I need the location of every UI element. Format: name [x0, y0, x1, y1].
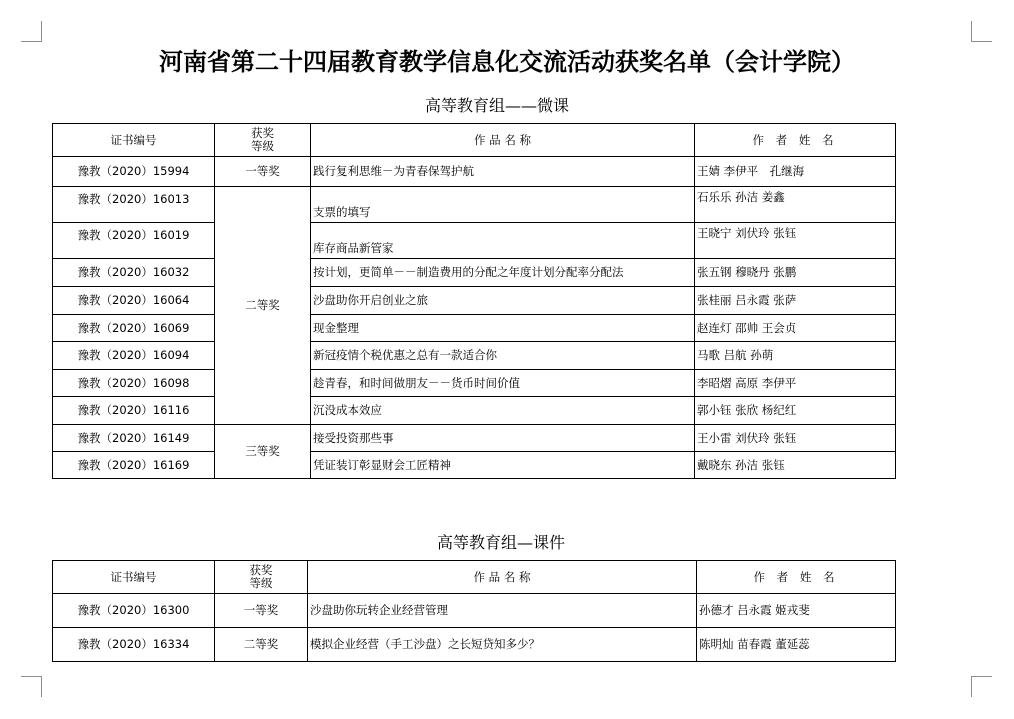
cert-number: 豫教（2020）16149	[53, 425, 215, 452]
corner-mark-top-right	[971, 21, 992, 42]
section-heading-courseware: 高等教育组—课件	[436, 533, 565, 552]
author-names: 张五钢 穆晓丹 张鹏	[695, 259, 896, 287]
author-names: 戴晓东 孙洁 张钰	[695, 452, 896, 479]
table-row	[53, 259, 896, 287]
table-row	[53, 287, 896, 315]
cert-number: 豫教（2020）16013	[53, 187, 215, 223]
header-level	[215, 124, 311, 157]
work-title: 新冠疫情个税优惠之总有一款适合你	[311, 342, 695, 370]
table-row	[53, 370, 896, 397]
award-level: 一等奖	[215, 157, 311, 187]
cert-number: 豫教（2020）16334	[53, 628, 215, 662]
table-row	[53, 187, 896, 223]
table-row	[53, 157, 896, 187]
cert-number: 豫教（2020）16300	[53, 594, 215, 628]
cert-number: 豫教（2020）15994	[53, 157, 215, 187]
header-level-line2: 等级	[251, 139, 274, 153]
table-row	[53, 397, 896, 425]
section-heading-micro-lesson: 高等教育组——微课	[424, 96, 569, 115]
table-row	[53, 425, 896, 452]
header-level	[215, 561, 308, 594]
header-level-line1: 获奖	[249, 563, 273, 577]
author-names: 李昭熠 高原 李伊平	[695, 370, 896, 397]
author-names: 王晓宁 刘伏玲 张钰	[695, 223, 896, 259]
header-cert: 证书编号	[53, 124, 215, 157]
work-title: 践行复利思维－为青春保驾护航	[311, 157, 695, 187]
table-row	[53, 342, 896, 370]
work-title: 支票的填写	[311, 187, 695, 223]
author-names: 马歌 吕航 孙萌	[695, 342, 896, 370]
award-level: 二等奖	[215, 187, 311, 425]
author-names: 王小雷 刘伏玲 张钰	[695, 425, 896, 452]
work-title: 库存商品新管家	[311, 223, 695, 259]
work-title: 沉没成本效应	[311, 397, 695, 425]
work-title: 沙盘助你开启创业之旅	[311, 287, 695, 315]
header-cert: 证书编号	[53, 561, 215, 594]
cert-number: 豫教（2020）16032	[53, 259, 215, 287]
table-row	[53, 452, 896, 479]
author-names: 孙德才 吕永霞 姬戎斐	[697, 594, 896, 628]
author-names: 赵连灯 邵帅 王会贞	[695, 315, 896, 342]
header-work: 作 品 名 称	[311, 124, 695, 157]
work-title: 凭证装订彰显财会工匠精神	[311, 452, 695, 479]
table-row	[53, 628, 896, 662]
work-title: 现金整理	[311, 315, 695, 342]
cert-number: 豫教（2020）16098	[53, 370, 215, 397]
header-work: 作 品 名 称	[308, 561, 697, 594]
cert-number: 豫教（2020）16116	[53, 397, 215, 425]
cert-number: 豫教（2020）16069	[53, 315, 215, 342]
table-header-row	[53, 561, 896, 594]
author-names: 王婧 李伊平 孔继海	[695, 157, 896, 187]
author-names: 石乐乐 孙洁 姜鑫	[695, 187, 896, 223]
micro-lesson-award-table	[52, 123, 896, 479]
header-author: 作 者 姓 名	[697, 561, 896, 594]
author-names: 陈明灿 苗春霞 董延蕊	[697, 628, 896, 662]
award-level: 二等奖	[215, 628, 308, 662]
cert-number: 豫教（2020）16019	[53, 223, 215, 259]
table-row	[53, 315, 896, 342]
table-header-row	[53, 124, 896, 157]
work-title: 沙盘助你玩转企业经营管理	[308, 594, 697, 628]
corner-mark-top-left	[21, 21, 42, 42]
courseware-award-table	[52, 560, 896, 662]
table-row	[53, 594, 896, 628]
work-title: 趁青春，和时间做朋友－－货币时间价值	[311, 370, 695, 397]
document-title: 河南省第二十四届教育教学信息化交流活动获奖名单（会计学院）	[159, 47, 855, 76]
author-names: 郭小钰 张欣 杨纪红	[695, 397, 896, 425]
cert-number: 豫教（2020）16094	[53, 342, 215, 370]
cert-number: 豫教（2020）16169	[53, 452, 215, 479]
corner-mark-bottom-right	[971, 676, 992, 697]
author-names: 张桂丽 吕永霞 张萨	[695, 287, 896, 315]
header-author: 作 者 姓 名	[695, 124, 896, 157]
header-level-line1: 获奖	[251, 126, 274, 140]
award-level: 三等奖	[215, 425, 311, 479]
work-title: 模拟企业经营（手工沙盘）之长短贷知多少？	[308, 628, 697, 662]
corner-mark-bottom-left	[21, 676, 42, 697]
work-title: 按计划，更简单－－制造费用的分配之年度计划分配率分配法	[311, 259, 695, 287]
cert-number: 豫教（2020）16064	[53, 287, 215, 315]
header-level-line2: 等级	[249, 576, 273, 590]
award-level: 一等奖	[215, 594, 308, 628]
table-row	[53, 223, 896, 259]
work-title: 接受投资那些事	[311, 425, 695, 452]
